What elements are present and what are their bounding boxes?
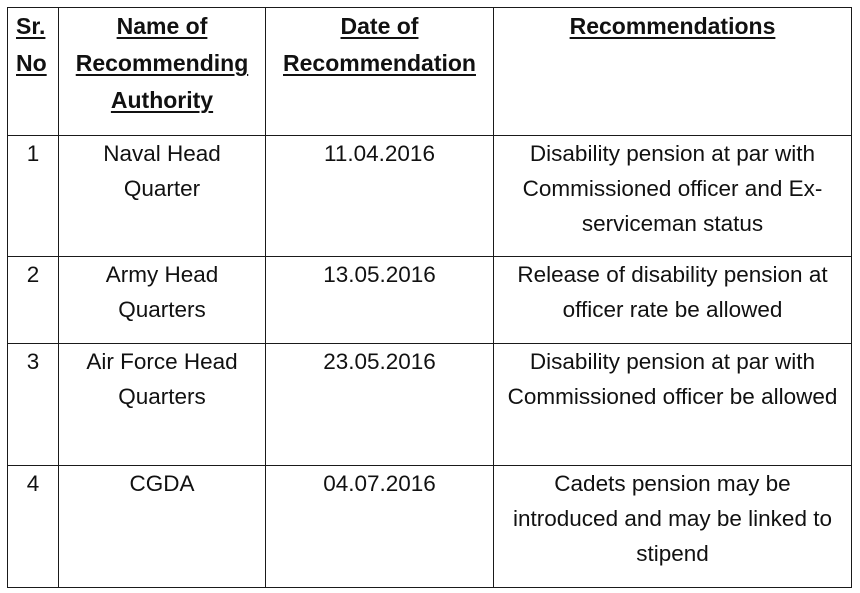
table-header <box>8 8 852 136</box>
table-row <box>8 257 852 344</box>
cell-authority: Air Force Head Quarters <box>59 344 266 466</box>
header-sr-no: Sr. No <box>8 8 59 136</box>
header-authority: Name of Recommending Authority <box>59 8 266 136</box>
cell-sr-no: 3 <box>8 344 59 466</box>
cell-sr-no: 1 <box>8 136 59 257</box>
cell-date: 13.05.2016 <box>266 257 494 344</box>
table-row <box>8 344 852 466</box>
header-recommendations: Recommendations <box>494 8 852 136</box>
cell-sr-no: 2 <box>8 257 59 344</box>
cell-date: 04.07.2016 <box>266 466 494 588</box>
cell-authority: CGDA <box>59 466 266 588</box>
cell-sr-no: 4 <box>8 466 59 588</box>
cell-recommendation: Disability pension at par with Commissioned officer and Ex-serviceman status <box>494 136 852 257</box>
header-date: Date of Recommendation <box>266 8 494 136</box>
cell-authority: Naval Head Quarter <box>59 136 266 257</box>
header-row <box>8 8 852 136</box>
cell-recommendation: Disability pension at par with Commissioned officer be allowed <box>494 344 852 466</box>
cell-recommendation: Cadets pension may be introduced and may be linked to stipend <box>494 466 852 588</box>
table-body <box>8 136 852 588</box>
cell-date: 11.04.2016 <box>266 136 494 257</box>
table-row <box>8 466 852 588</box>
cell-authority: Army Head Quarters <box>59 257 266 344</box>
recommendations-table <box>7 7 852 588</box>
cell-recommendation: Release of disability pension at officer rate be allowed <box>494 257 852 344</box>
cell-date: 23.05.2016 <box>266 344 494 466</box>
table-row <box>8 136 852 257</box>
